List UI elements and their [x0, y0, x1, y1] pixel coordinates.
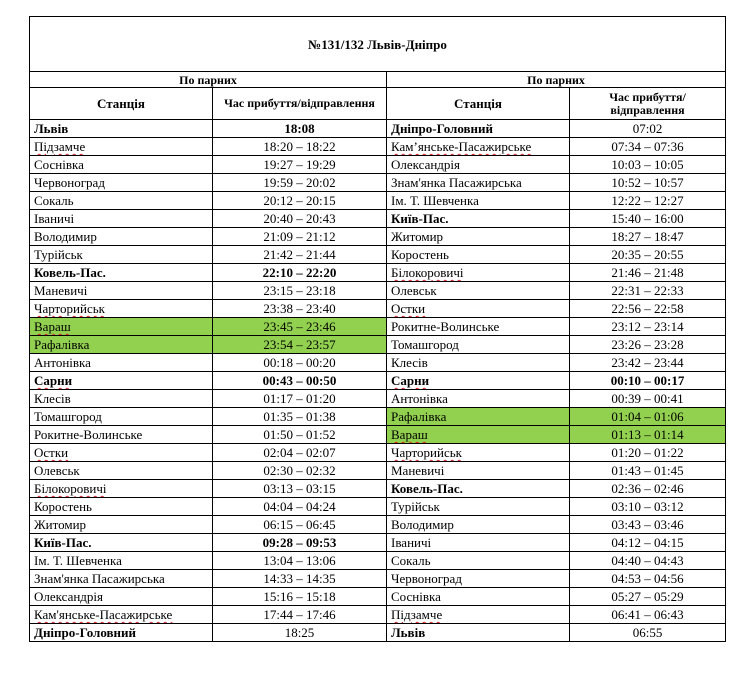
table-row — [30, 156, 726, 174]
left-station-cell — [30, 408, 213, 426]
station-name: Томашгород — [391, 337, 459, 352]
station-name: Сарни — [391, 373, 430, 388]
right-time-cell: 06:55 — [570, 624, 726, 642]
station-name: Ковель-Пас. — [34, 265, 106, 280]
table-row — [30, 174, 726, 192]
right-time-cell: 18:27 – 18:47 — [570, 228, 726, 246]
table-row — [30, 516, 726, 534]
right-station-cell — [387, 210, 570, 228]
station-name: Вараш — [34, 319, 71, 334]
station-name: Володимир — [391, 517, 454, 532]
right-station-cell — [387, 570, 570, 588]
right-station-cell — [387, 174, 570, 192]
right-station-cell — [387, 354, 570, 372]
left-time-cell: 19:27 – 19:29 — [213, 156, 387, 174]
right-time-cell: 03:10 – 03:12 — [570, 498, 726, 516]
right-station-cell — [387, 588, 570, 606]
left-time-cell: 06:15 – 06:45 — [213, 516, 387, 534]
right-station-cell — [387, 552, 570, 570]
right-station-cell — [387, 192, 570, 210]
left-time-cell: 20:12 – 20:15 — [213, 192, 387, 210]
station-name: Червоноград — [391, 571, 462, 586]
table-row — [30, 138, 726, 156]
right-time-cell: 23:26 – 23:28 — [570, 336, 726, 354]
right-station-cell — [387, 264, 570, 282]
left-time-cell: 01:35 – 01:38 — [213, 408, 387, 426]
left-station-cell — [30, 264, 213, 282]
table-row — [30, 318, 726, 336]
station-name: Ім. Т. Шевченка — [34, 553, 122, 568]
station-name: Житомир — [34, 517, 87, 532]
station-name: Маневичі — [34, 283, 88, 298]
table-row — [30, 408, 726, 426]
right-station-header: Станція — [387, 88, 570, 120]
left-station-cell — [30, 156, 213, 174]
left-station-cell — [30, 282, 213, 300]
right-station-cell — [387, 624, 570, 642]
station-name: Київ-Пас. — [391, 211, 449, 226]
station-name: Рокитне-Волинське — [34, 427, 143, 442]
station-name: Соснівка — [34, 157, 84, 172]
table-row — [30, 354, 726, 372]
right-station-cell — [387, 408, 570, 426]
right-station-cell — [387, 534, 570, 552]
station-name: Львів — [34, 121, 69, 136]
station-name: Томашгород — [34, 409, 102, 424]
right-time-cell: 10:52 – 10:57 — [570, 174, 726, 192]
right-station-cell — [387, 462, 570, 480]
table-row — [30, 462, 726, 480]
right-time-cell: 22:56 – 22:58 — [570, 300, 726, 318]
table-row — [30, 120, 726, 138]
right-time-cell: 23:42 – 23:44 — [570, 354, 726, 372]
left-station-header: Станція — [30, 88, 213, 120]
left-station-cell — [30, 534, 213, 552]
left-time-cell: 00:18 – 00:20 — [213, 354, 387, 372]
left-time-cell: 18:20 – 18:22 — [213, 138, 387, 156]
station-name: Клесів — [34, 391, 71, 406]
left-time-header: Час прибуття/відправлення — [213, 88, 387, 120]
left-station-cell — [30, 336, 213, 354]
left-time-cell: 18:08 — [213, 120, 387, 138]
right-direction-label: По парних — [387, 72, 726, 88]
left-station-cell — [30, 390, 213, 408]
table-row — [30, 498, 726, 516]
table-row — [30, 282, 726, 300]
left-time-cell: 19:59 – 20:02 — [213, 174, 387, 192]
station-name: Олександрія — [34, 589, 103, 604]
left-station-cell — [30, 444, 213, 462]
station-name: Коростень — [391, 247, 449, 262]
right-station-cell — [387, 336, 570, 354]
left-station-cell — [30, 516, 213, 534]
right-time-cell: 07:34 – 07:36 — [570, 138, 726, 156]
right-time-cell: 04:53 – 04:56 — [570, 570, 726, 588]
table-row — [30, 372, 726, 390]
left-time-cell: 02:30 – 02:32 — [213, 462, 387, 480]
right-station-cell — [387, 138, 570, 156]
station-name: Маневичі — [391, 463, 445, 478]
station-name: Знам'янка Пасажирська — [391, 175, 522, 190]
station-name: Коростень — [34, 499, 92, 514]
right-station-cell — [387, 606, 570, 624]
table-row — [30, 300, 726, 318]
right-station-cell — [387, 516, 570, 534]
left-station-cell — [30, 354, 213, 372]
right-station-cell — [387, 480, 570, 498]
station-name: Рафалівка — [34, 337, 90, 352]
station-name: Іваничі — [34, 211, 75, 226]
station-name: Остки — [391, 301, 426, 316]
station-name: Антонівка — [34, 355, 91, 370]
right-station-cell — [387, 372, 570, 390]
left-time-cell: 22:10 – 22:20 — [213, 264, 387, 282]
left-time-cell: 14:33 – 14:35 — [213, 570, 387, 588]
station-name: Дніпро-Головний — [34, 625, 137, 640]
table-row — [30, 390, 726, 408]
left-station-cell — [30, 570, 213, 588]
left-time-cell: 13:04 – 13:06 — [213, 552, 387, 570]
right-time-cell: 21:46 – 21:48 — [570, 264, 726, 282]
title-row — [30, 17, 726, 72]
right-time-cell: 23:12 – 23:14 — [570, 318, 726, 336]
left-station-cell — [30, 210, 213, 228]
right-station-cell — [387, 318, 570, 336]
left-time-cell: 23:45 – 23:46 — [213, 318, 387, 336]
left-station-cell — [30, 318, 213, 336]
left-station-cell — [30, 138, 213, 156]
right-station-cell — [387, 156, 570, 174]
left-station-cell — [30, 372, 213, 390]
left-station-cell — [30, 624, 213, 642]
station-name: Сарни — [34, 373, 73, 388]
left-station-cell — [30, 480, 213, 498]
station-name: Дніпро-Головний — [391, 121, 494, 136]
table-row — [30, 228, 726, 246]
left-time-cell: 15:16 – 15:18 — [213, 588, 387, 606]
left-time-cell: 03:13 – 03:15 — [213, 480, 387, 498]
right-time-cell: 10:03 – 10:05 — [570, 156, 726, 174]
right-time-cell: 04:12 – 04:15 — [570, 534, 726, 552]
timetable — [29, 16, 726, 642]
left-station-cell — [30, 498, 213, 516]
right-station-cell — [387, 444, 570, 462]
table-row — [30, 210, 726, 228]
right-station-cell — [387, 120, 570, 138]
left-time-cell: 00:43 – 00:50 — [213, 372, 387, 390]
left-time-cell: 23:15 – 23:18 — [213, 282, 387, 300]
right-time-cell: 01:20 – 01:22 — [570, 444, 726, 462]
table-row — [30, 480, 726, 498]
table-row — [30, 264, 726, 282]
station-name: Вараш — [391, 427, 428, 442]
table-row — [30, 534, 726, 552]
left-time-cell: 21:42 – 21:44 — [213, 246, 387, 264]
station-name: Чарторийськ — [34, 301, 105, 316]
right-time-header: Час прибуття/відправлення — [570, 88, 726, 120]
left-time-cell: 02:04 – 02:07 — [213, 444, 387, 462]
station-name: Білокоровичі — [34, 481, 107, 496]
station-name: Ім. Т. Шевченка — [391, 193, 479, 208]
right-station-cell — [387, 282, 570, 300]
station-name: Житомир — [391, 229, 444, 244]
station-name: Остки — [34, 445, 69, 460]
left-station-cell — [30, 246, 213, 264]
station-name: Сокаль — [391, 553, 431, 568]
table-row — [30, 192, 726, 210]
left-time-cell: 04:04 – 04:24 — [213, 498, 387, 516]
right-time-cell: 20:35 – 20:55 — [570, 246, 726, 264]
right-station-cell — [387, 426, 570, 444]
station-name: Антонівка — [391, 391, 448, 406]
station-name: Сокаль — [34, 193, 74, 208]
direction-row — [30, 72, 726, 88]
station-name: Турійськ — [34, 247, 83, 262]
left-station-cell — [30, 174, 213, 192]
table-row — [30, 624, 726, 642]
timetable-wrapper — [29, 16, 726, 642]
station-name: Олександрія — [391, 157, 460, 172]
left-station-cell — [30, 120, 213, 138]
right-time-cell: 00:10 – 00:17 — [570, 372, 726, 390]
right-time-cell: 01:04 – 01:06 — [570, 408, 726, 426]
right-time-cell: 05:27 – 05:29 — [570, 588, 726, 606]
station-name: Володимир — [34, 229, 97, 244]
right-station-cell — [387, 246, 570, 264]
station-name: Олевськ — [34, 463, 80, 478]
left-station-cell — [30, 462, 213, 480]
column-header-row — [30, 88, 726, 120]
left-time-cell: 21:09 – 21:12 — [213, 228, 387, 246]
table-row — [30, 426, 726, 444]
right-time-cell: 15:40 – 16:00 — [570, 210, 726, 228]
table-row — [30, 588, 726, 606]
station-name: Клесів — [391, 355, 428, 370]
right-station-cell — [387, 228, 570, 246]
station-name: Кам’янське-Пасажирське — [391, 139, 532, 154]
table-row — [30, 444, 726, 462]
left-time-cell: 01:50 – 01:52 — [213, 426, 387, 444]
station-name: Іваничі — [391, 535, 432, 550]
station-name: Кам'янське-Пасажирське — [34, 607, 173, 622]
table-row — [30, 552, 726, 570]
left-time-cell: 17:44 – 17:46 — [213, 606, 387, 624]
table-row — [30, 336, 726, 354]
left-station-cell — [30, 606, 213, 624]
table-row — [30, 570, 726, 588]
right-time-cell: 01:13 – 01:14 — [570, 426, 726, 444]
left-time-cell: 09:28 – 09:53 — [213, 534, 387, 552]
left-direction-label: По парних — [30, 72, 387, 88]
right-time-cell: 00:39 – 00:41 — [570, 390, 726, 408]
left-station-cell — [30, 300, 213, 318]
left-station-cell — [30, 228, 213, 246]
station-name: Рафалівка — [391, 409, 447, 424]
table-row — [30, 606, 726, 624]
right-station-cell — [387, 390, 570, 408]
station-name: Соснівка — [391, 589, 441, 604]
left-station-cell — [30, 192, 213, 210]
station-name: Знам'янка Пасажирська — [34, 571, 165, 586]
right-station-cell — [387, 300, 570, 318]
right-time-cell: 12:22 – 12:27 — [570, 192, 726, 210]
station-name: Львів — [391, 625, 426, 640]
left-station-cell — [30, 426, 213, 444]
right-time-cell: 01:43 – 01:45 — [570, 462, 726, 480]
left-time-cell: 20:40 – 20:43 — [213, 210, 387, 228]
station-name: Чарторийськ — [391, 445, 462, 460]
station-name: Підзамче — [391, 607, 443, 622]
right-time-cell: 04:40 – 04:43 — [570, 552, 726, 570]
right-time-cell: 22:31 – 22:33 — [570, 282, 726, 300]
station-name: Турійськ — [391, 499, 440, 514]
station-name: Білокоровичі — [391, 265, 464, 280]
station-name: Підзамче — [34, 139, 86, 154]
left-station-cell — [30, 588, 213, 606]
table-row — [30, 246, 726, 264]
left-station-cell — [30, 552, 213, 570]
station-name: Червоноград — [34, 175, 105, 190]
station-name: Ковель-Пас. — [391, 481, 463, 496]
timetable-title: №131/132 Львів-Дніпро — [30, 17, 726, 72]
right-time-cell: 06:41 – 06:43 — [570, 606, 726, 624]
station-name: Олевськ — [391, 283, 437, 298]
station-name: Київ-Пас. — [34, 535, 92, 550]
right-time-cell: 07:02 — [570, 120, 726, 138]
right-station-cell — [387, 498, 570, 516]
left-time-cell: 01:17 – 01:20 — [213, 390, 387, 408]
right-time-cell: 02:36 – 02:46 — [570, 480, 726, 498]
station-name: Рокитне-Волинське — [391, 319, 500, 334]
left-time-cell: 23:38 – 23:40 — [213, 300, 387, 318]
left-time-cell: 23:54 – 23:57 — [213, 336, 387, 354]
right-time-cell: 03:43 – 03:46 — [570, 516, 726, 534]
left-time-cell: 18:25 — [213, 624, 387, 642]
